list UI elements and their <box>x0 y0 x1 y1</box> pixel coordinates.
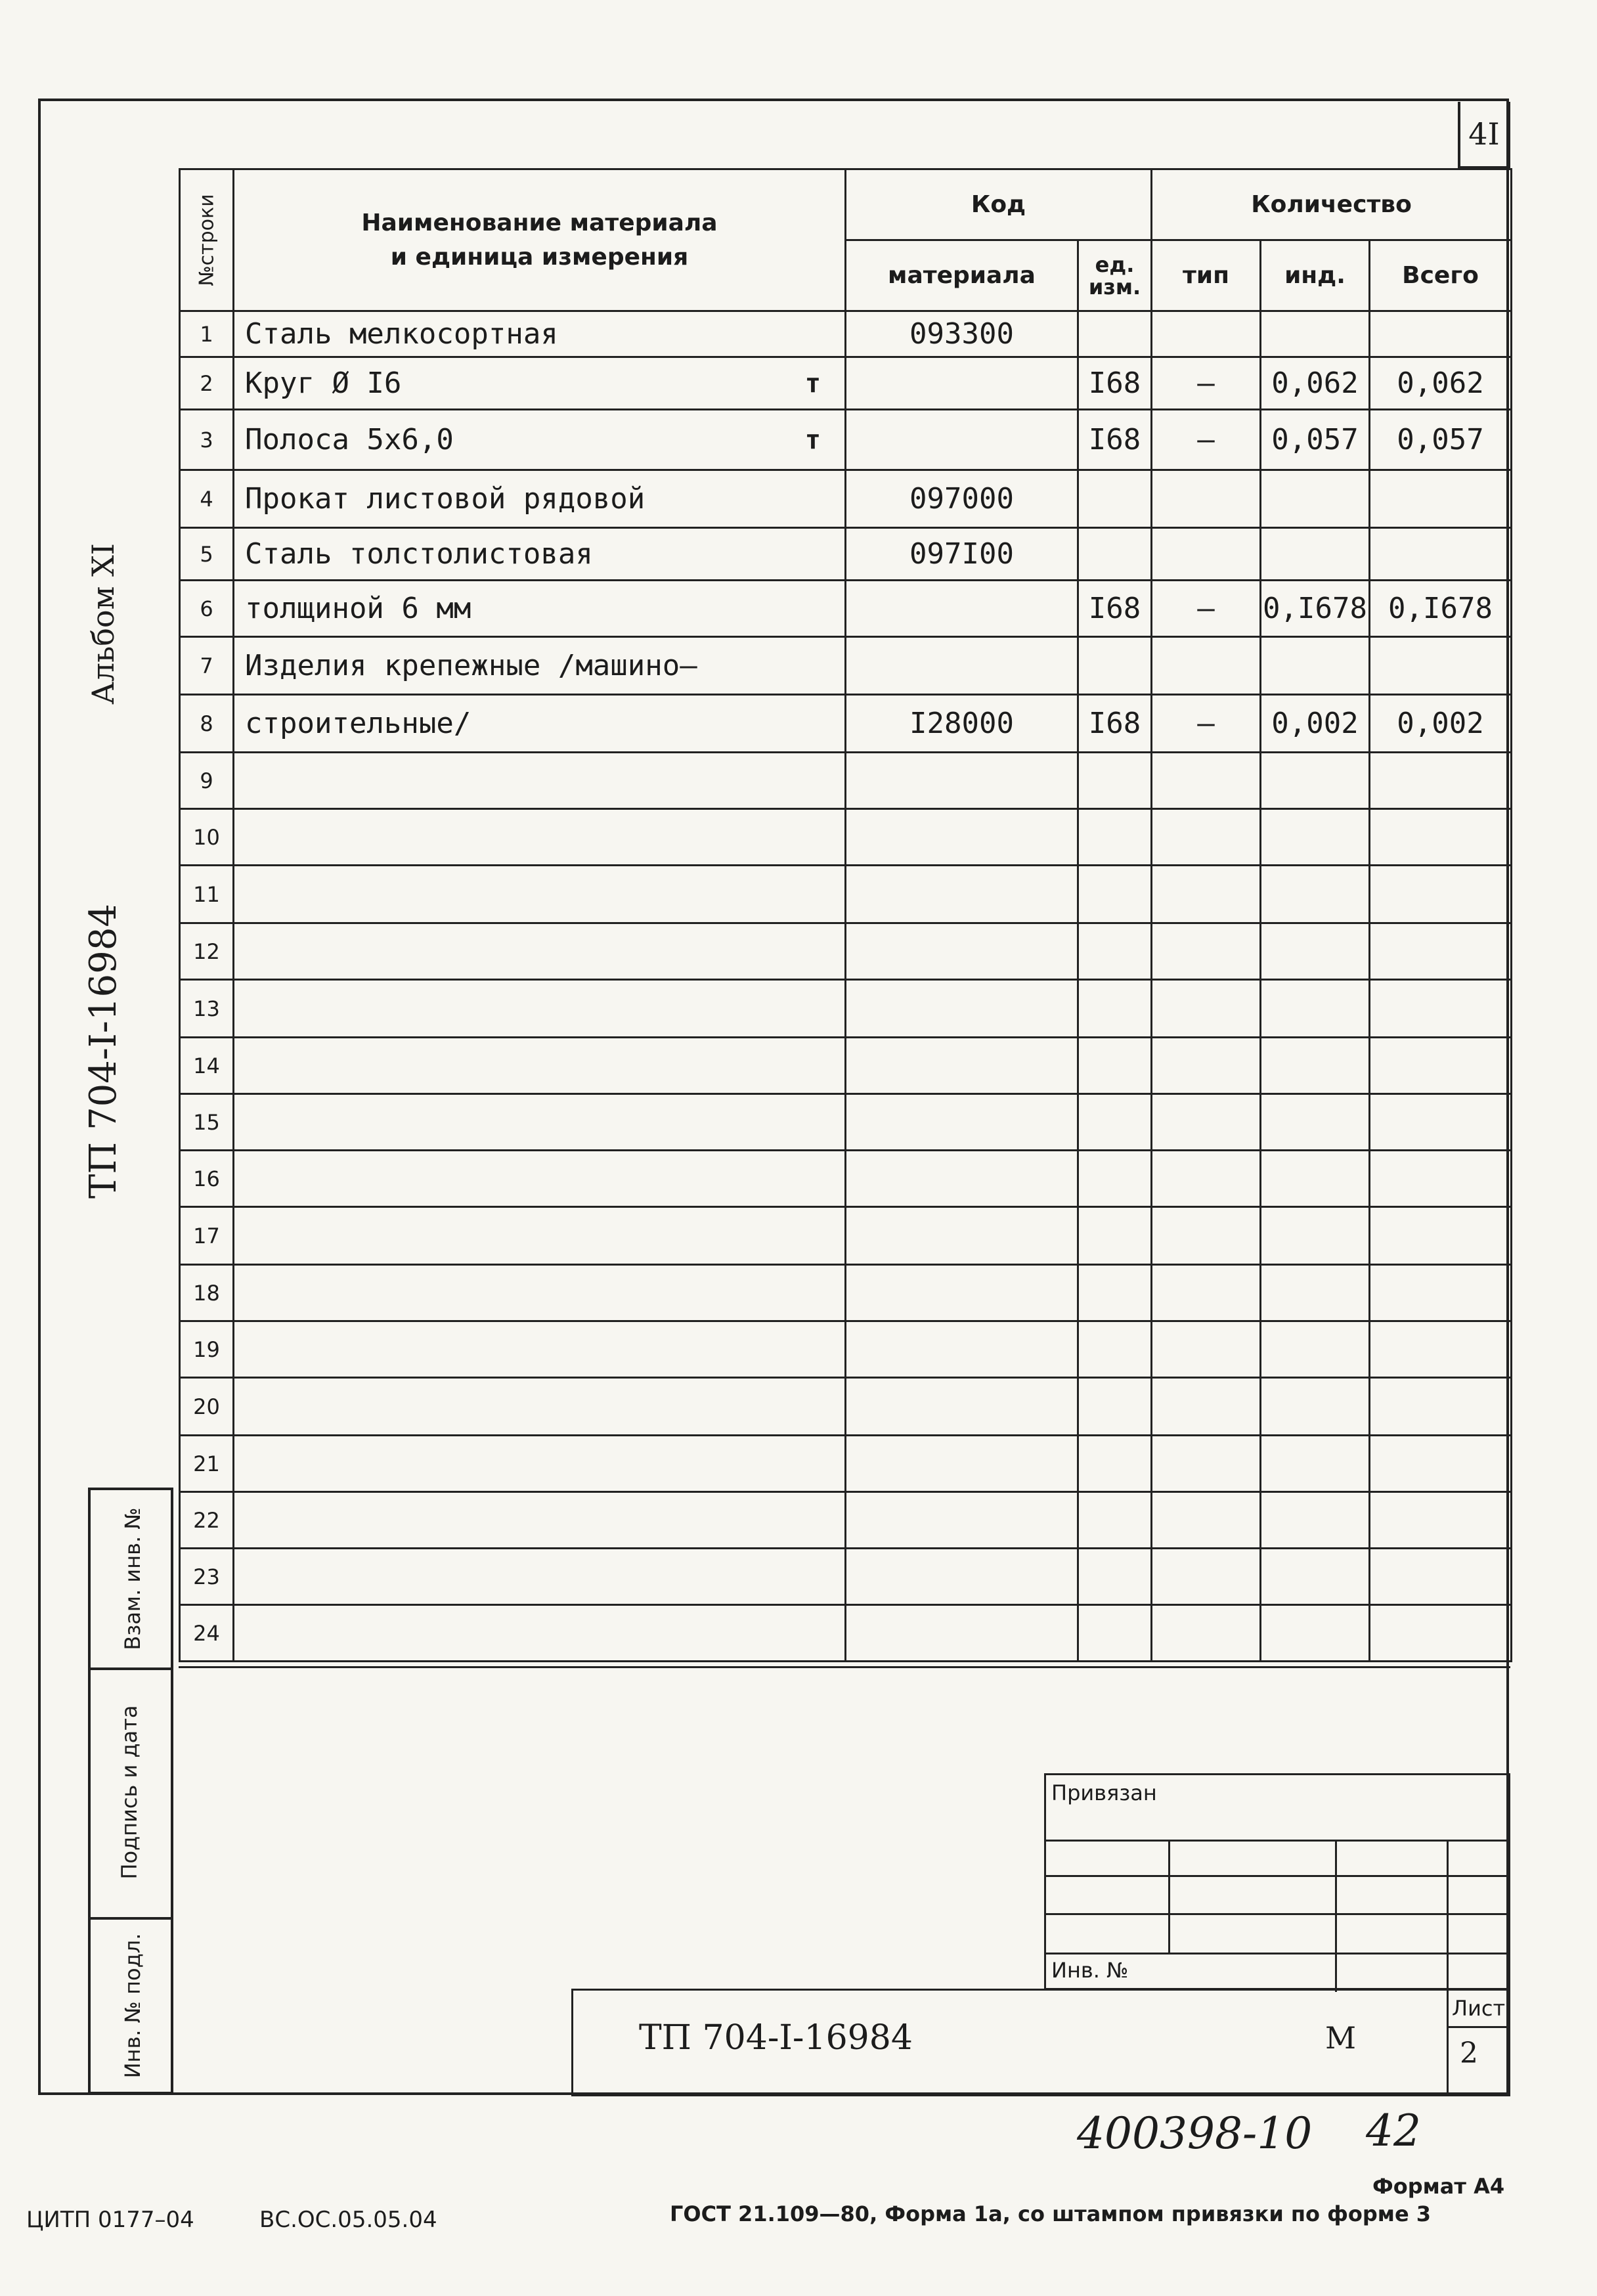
row-code <box>846 1321 1078 1378</box>
row-type <box>1152 470 1261 528</box>
row-total <box>1370 528 1512 581</box>
row-unit <box>1078 866 1152 923</box>
row-type <box>1152 311 1261 357</box>
table-row <box>180 1207 1512 1265</box>
header-q-total: Всего <box>1370 240 1512 311</box>
row-total <box>1370 1265 1512 1321</box>
row-number: 8 <box>180 695 234 753</box>
row-total <box>1370 809 1512 866</box>
row-name <box>234 1207 846 1265</box>
row-type: – <box>1152 410 1261 470</box>
row-ind <box>1261 311 1370 357</box>
row-code <box>846 1492 1078 1549</box>
row-ind <box>1261 1151 1370 1207</box>
unit-mark: т <box>804 424 821 455</box>
table-row <box>180 581 1512 637</box>
row-total <box>1370 1094 1512 1151</box>
row-code <box>846 581 1078 637</box>
row-name <box>234 1151 846 1207</box>
row-total <box>1370 1605 1512 1662</box>
row-number: 18 <box>180 1265 234 1321</box>
row-number: 20 <box>180 1378 234 1436</box>
sheet-label: Лист <box>1452 1996 1506 2021</box>
row-name: Прокат листовой рядовой <box>234 470 846 528</box>
row-total <box>1370 1436 1512 1492</box>
row-name: строительные/ <box>234 695 846 753</box>
row-total <box>1370 1151 1512 1207</box>
row-ind: 0,062 <box>1261 357 1370 410</box>
table-row <box>180 1094 1512 1151</box>
row-name <box>234 1492 846 1549</box>
signature-column <box>88 1488 173 2094</box>
row-name: толщиной 6 мм <box>234 581 846 637</box>
row-code <box>846 1265 1078 1321</box>
table-row <box>180 1378 1512 1436</box>
row-type <box>1152 1605 1261 1662</box>
row-name <box>234 1378 846 1436</box>
row-name <box>234 980 846 1038</box>
row-type: – <box>1152 581 1261 637</box>
row-type <box>1152 980 1261 1038</box>
row-number: 10 <box>180 809 234 866</box>
row-unit: I68 <box>1078 581 1152 637</box>
table-row <box>180 1605 1512 1662</box>
row-unit <box>1078 1207 1152 1265</box>
footer-right: ГОСТ 21.109—80, Форма 1а, со штампом привязки по форме 3 <box>670 2201 1432 2226</box>
footer-mid: ВС.ОС.05.05.04 <box>259 2207 437 2233</box>
row-unit <box>1078 1094 1152 1151</box>
row-total <box>1370 1038 1512 1094</box>
row-code <box>846 1436 1078 1492</box>
row-code <box>846 980 1078 1038</box>
row-total <box>1370 637 1512 695</box>
album-label: Альбом XI <box>85 543 121 705</box>
row-unit <box>1078 753 1152 809</box>
inv-no-label: Инв. № <box>1051 1958 1129 1983</box>
row-total <box>1370 470 1512 528</box>
row-unit <box>1078 1492 1152 1549</box>
row-code <box>846 1151 1078 1207</box>
row-ind <box>1261 1436 1370 1492</box>
row-code <box>846 866 1078 923</box>
row-type <box>1152 528 1261 581</box>
table-row <box>180 637 1512 695</box>
row-unit: I68 <box>1078 357 1152 410</box>
table-row <box>180 1321 1512 1378</box>
row-number: 17 <box>180 1207 234 1265</box>
row-type <box>1152 866 1261 923</box>
row-unit <box>1078 809 1152 866</box>
row-code <box>846 1605 1078 1662</box>
row-total <box>1370 753 1512 809</box>
row-unit <box>1078 1378 1152 1436</box>
inv-podl-label: Инв. № подл. <box>120 1933 145 2079</box>
row-type <box>1152 809 1261 866</box>
stamp-stage: М <box>1325 2020 1357 2056</box>
row-total <box>1370 1378 1512 1436</box>
row-name <box>234 866 846 923</box>
row-name: Круг Ø I6 т <box>234 357 846 410</box>
row-ind: 0,I678 <box>1261 581 1370 637</box>
row-number: 15 <box>180 1094 234 1151</box>
table-row <box>180 809 1512 866</box>
row-code <box>846 1549 1078 1605</box>
row-total <box>1370 980 1512 1038</box>
handwritten-page: 42 <box>1366 2106 1421 2156</box>
table-row <box>180 866 1512 923</box>
row-code: 097I00 <box>846 528 1078 581</box>
row-total <box>1370 1549 1512 1605</box>
row-type: – <box>1152 357 1261 410</box>
row-total: 0,002 <box>1370 695 1512 753</box>
row-ind: 0,057 <box>1261 410 1370 470</box>
row-code <box>846 410 1078 470</box>
row-type <box>1152 637 1261 695</box>
row-ind <box>1261 1265 1370 1321</box>
row-ind <box>1261 980 1370 1038</box>
row-ind <box>1261 753 1370 809</box>
table-row <box>180 980 1512 1038</box>
podpis-data-label: Подпись и дата <box>117 1705 142 1880</box>
row-code <box>846 1094 1078 1151</box>
row-code: 093300 <box>846 311 1078 357</box>
header-code: Код <box>846 169 1152 240</box>
row-number: 4 <box>180 470 234 528</box>
row-number: 23 <box>180 1549 234 1605</box>
table-row <box>180 1492 1512 1549</box>
row-unit <box>1078 470 1152 528</box>
table-row <box>180 1265 1512 1321</box>
row-ind <box>1261 923 1370 980</box>
row-type <box>1152 1378 1261 1436</box>
row-number: 12 <box>180 923 234 980</box>
row-unit <box>1078 1436 1152 1492</box>
header-code-unit: ед. изм. <box>1078 240 1152 311</box>
row-type <box>1152 1265 1261 1321</box>
row-total <box>1370 1321 1512 1378</box>
row-number: 2 <box>180 357 234 410</box>
row-name <box>234 1436 846 1492</box>
header-quantity: Количество <box>1152 169 1512 240</box>
row-total: 0,062 <box>1370 357 1512 410</box>
row-unit <box>1078 637 1152 695</box>
table-row <box>180 410 1512 470</box>
row-unit <box>1078 528 1152 581</box>
row-unit <box>1078 1605 1152 1662</box>
header-code-material: материала <box>846 240 1078 311</box>
row-name <box>234 1265 846 1321</box>
row-name <box>234 1321 846 1378</box>
row-code <box>846 923 1078 980</box>
row-unit <box>1078 980 1152 1038</box>
table-row <box>180 528 1512 581</box>
row-name <box>234 1038 846 1094</box>
table-row <box>180 1549 1512 1605</box>
row-unit <box>1078 1549 1152 1605</box>
header-row-no: №строки <box>180 169 234 311</box>
table-row <box>180 1436 1512 1492</box>
row-number: 1 <box>180 311 234 357</box>
row-ind <box>1261 1094 1370 1151</box>
row-total <box>1370 1492 1512 1549</box>
table-row <box>180 470 1512 528</box>
row-type <box>1152 1321 1261 1378</box>
row-type <box>1152 1038 1261 1094</box>
table-row <box>180 311 1512 357</box>
row-unit: I68 <box>1078 410 1152 470</box>
row-total: 0,I678 <box>1370 581 1512 637</box>
row-code: 097000 <box>846 470 1078 528</box>
row-code: I28000 <box>846 695 1078 753</box>
row-name <box>234 753 846 809</box>
row-name <box>234 1094 846 1151</box>
row-type <box>1152 1094 1261 1151</box>
row-code <box>846 637 1078 695</box>
row-number: 5 <box>180 528 234 581</box>
row-ind <box>1261 637 1370 695</box>
row-ind <box>1261 528 1370 581</box>
row-ind <box>1261 1321 1370 1378</box>
row-name: Сталь толстолистовая <box>234 528 846 581</box>
row-number: 11 <box>180 866 234 923</box>
sheet-value: 2 <box>1460 2037 1478 2070</box>
privyazan-label: Привязан <box>1051 1780 1157 1805</box>
row-unit <box>1078 1265 1152 1321</box>
row-ind <box>1261 1038 1370 1094</box>
row-ind: 0,002 <box>1261 695 1370 753</box>
row-code <box>846 1038 1078 1094</box>
row-name <box>234 1605 846 1662</box>
row-unit <box>1078 923 1152 980</box>
row-type <box>1152 753 1261 809</box>
row-total <box>1370 923 1512 980</box>
table-row <box>180 357 1512 410</box>
footer-left: ЦИТП 0177–04 <box>26 2207 194 2233</box>
table-row <box>180 695 1512 753</box>
stamp-top-line <box>179 1666 1510 1668</box>
row-name: Изделия крепежные /машино– <box>234 637 846 695</box>
row-ind <box>1261 1605 1370 1662</box>
row-name: Полоса 5х6,0 т <box>234 410 846 470</box>
header-q-ind: инд. <box>1261 240 1370 311</box>
row-ind <box>1261 866 1370 923</box>
row-code <box>846 1378 1078 1436</box>
row-type <box>1152 1549 1261 1605</box>
row-unit <box>1078 311 1152 357</box>
row-type <box>1152 1492 1261 1549</box>
row-name: Сталь мелкосортная <box>234 311 846 357</box>
row-unit <box>1078 1151 1152 1207</box>
row-name <box>234 1549 846 1605</box>
row-code <box>846 753 1078 809</box>
row-total <box>1370 1207 1512 1265</box>
row-code <box>846 809 1078 866</box>
row-name <box>234 809 846 866</box>
row-total <box>1370 866 1512 923</box>
row-number: 6 <box>180 581 234 637</box>
row-type <box>1152 1151 1261 1207</box>
row-unit <box>1078 1038 1152 1094</box>
row-number: 7 <box>180 637 234 695</box>
row-number: 14 <box>180 1038 234 1094</box>
unit-mark: т <box>804 368 821 399</box>
row-code <box>846 1207 1078 1265</box>
row-total <box>1370 311 1512 357</box>
row-number: 21 <box>180 1436 234 1492</box>
row-number: 13 <box>180 980 234 1038</box>
project-code-vertical: ТП 704-I-16984 <box>82 904 125 1199</box>
row-type <box>1152 1436 1261 1492</box>
row-type <box>1152 1207 1261 1265</box>
row-number: 22 <box>180 1492 234 1549</box>
sheet-number-top: 4I <box>1458 102 1510 169</box>
row-type <box>1152 923 1261 980</box>
row-name <box>234 923 846 980</box>
handwritten-number: 400398-10 <box>1077 2108 1313 2159</box>
row-ind <box>1261 1492 1370 1549</box>
table-row <box>180 923 1512 980</box>
material-table <box>179 168 1512 1662</box>
row-total: 0,057 <box>1370 410 1512 470</box>
header-name: Наименование материала и единица измерения <box>234 169 846 311</box>
table-row <box>180 1038 1512 1094</box>
table-row <box>180 753 1512 809</box>
row-ind <box>1261 1207 1370 1265</box>
row-ind <box>1261 1549 1370 1605</box>
row-number: 16 <box>180 1151 234 1207</box>
privyazan-block <box>1044 1773 1510 1990</box>
row-number: 24 <box>180 1605 234 1662</box>
stamp-designation: ТП 704-I-16984 <box>639 2018 913 2058</box>
row-code <box>846 357 1078 410</box>
vzam-inv-label: Взам. инв. № <box>120 1507 145 1650</box>
row-ind <box>1261 1378 1370 1436</box>
format-label: Формат А4 <box>1372 2174 1505 2199</box>
title-block <box>571 1989 1510 2096</box>
row-type: – <box>1152 695 1261 753</box>
row-ind <box>1261 470 1370 528</box>
row-unit <box>1078 1321 1152 1378</box>
row-number: 9 <box>180 753 234 809</box>
row-number: 19 <box>180 1321 234 1378</box>
row-number: 3 <box>180 410 234 470</box>
row-unit: I68 <box>1078 695 1152 753</box>
table-row <box>180 1151 1512 1207</box>
row-ind <box>1261 809 1370 866</box>
header-q-type: тип <box>1152 240 1261 311</box>
